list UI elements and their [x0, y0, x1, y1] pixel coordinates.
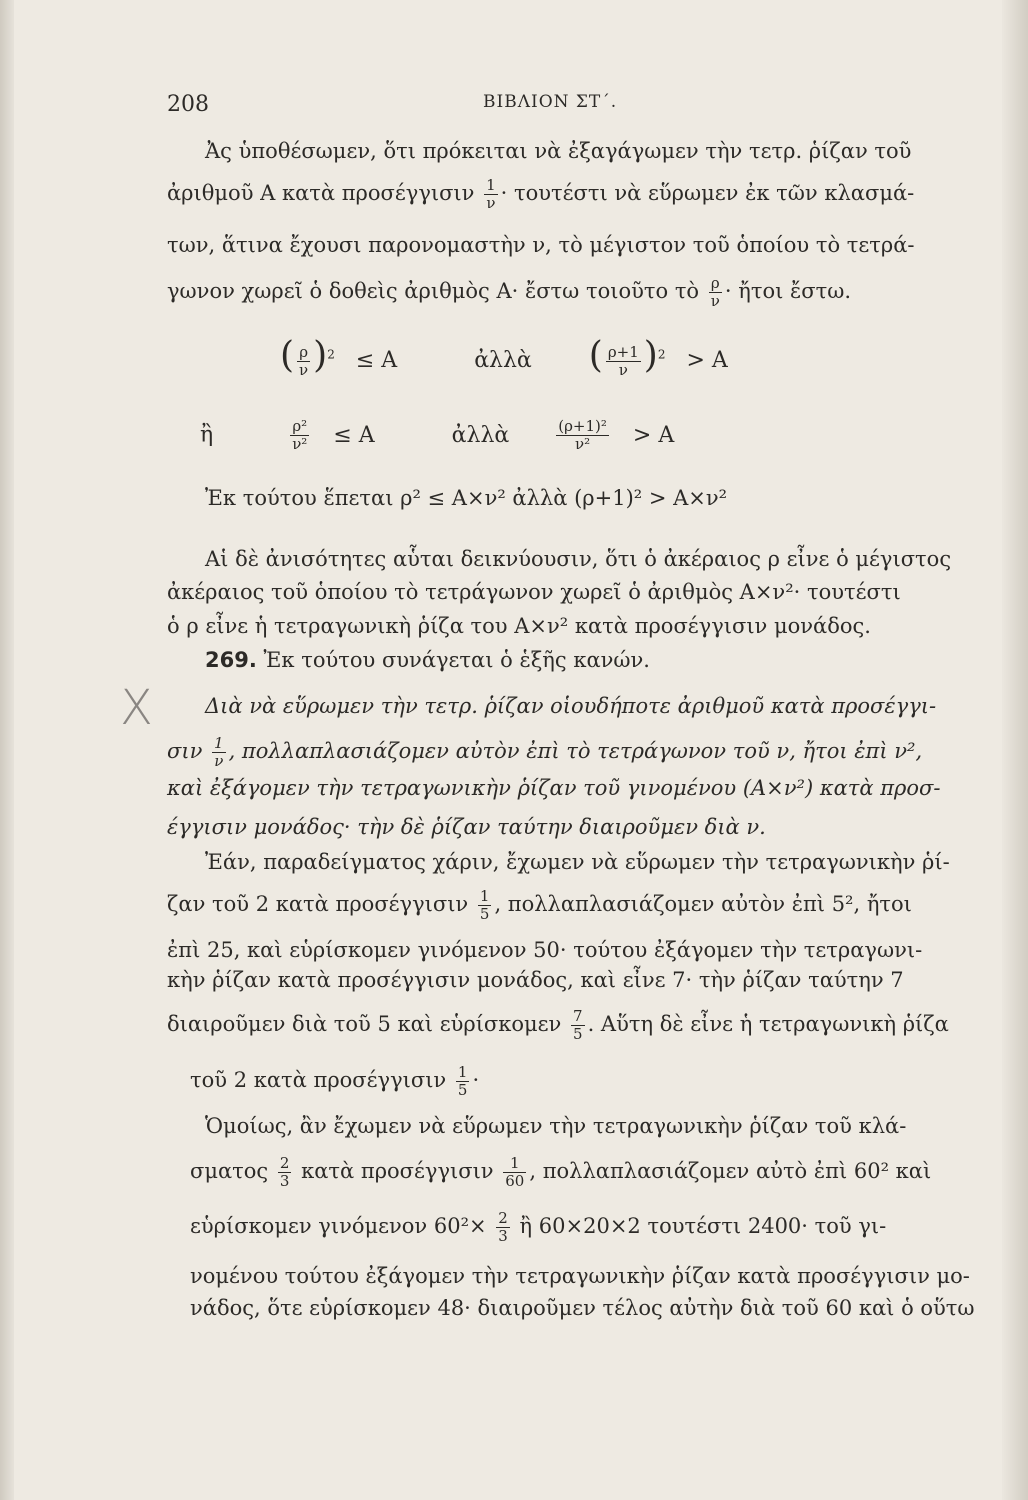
- fraction: $\frac{1}{5}$: [457, 1063, 468, 1099]
- fraction: $\frac{1}{5}$: [479, 887, 490, 923]
- fraction: $\frac{2}{3}$: [279, 1154, 290, 1190]
- fraction: $\frac{\rho}{\nu}$: [710, 274, 720, 310]
- text-line: τοῦ 2 κατὰ προσέγγισιν $\frac{1}{5}$ ·: [190, 1063, 480, 1099]
- fraction: $\frac{1}{\nu}$: [214, 734, 224, 770]
- margin-mark: X: [120, 680, 153, 736]
- text-line: εὑρίσκομεν γινόμενον 60²× $\frac{2}{3}$ ἢ 60×20×2 τουτέστι 2400· τοῦ γι-: [190, 1209, 887, 1245]
- text-line: Αἱ δὲ ἀνισότητες αὗται δεικνύουσιν, ὅτι ὁ ἀκέραιος ρ εἶνε ὁ μέγιστος: [205, 547, 952, 571]
- running-title: ΒΙΒΛΙΟΝ ΣΤ΄.: [483, 92, 618, 112]
- text-line: Ἐάν, παραδείγματος χάριν, ἔχωμεν νὰ εὕρωμεν τὴν τετραγωνικὴν ῥί-: [205, 850, 950, 874]
- rule-line: έγγισιν μονάδος· τὴν δὲ ῥίζαν ταύτην διαιροῦμεν διὰ ν.: [167, 815, 766, 839]
- section-heading: 269. Ἐκ τούτου συνάγεται ὁ ἑξῆς κανών.: [205, 648, 650, 672]
- text-line: σματος $\frac{2}{3}$ κατὰ προσέγγισιν $\frac{1}{60}$ , πολλαπλασιάζομεν αὐτὸ ἐπὶ 60² καὶ: [190, 1154, 932, 1190]
- text-line: ἀκέραιος τοῦ ὁποίου τὸ τετράγωνον χωρεῖ ὁ ἀριθμὸς Α×ν²· τουτέστι: [167, 580, 901, 604]
- page-edge-left: [0, 0, 14, 1500]
- fraction: $\frac{7}{5}$: [573, 1007, 583, 1043]
- text-line: Ὁμοίως, ἂν ἔχωμεν νὰ εὕρωμεν τὴν τετραγωνικὴν ῥίζαν τοῦ κλά-: [205, 1114, 907, 1138]
- text-line: ὁ ρ εἶνε ἡ τετραγωνικὴ ῥίζα του Α×ν² κατὰ προσέγγισιν μονάδος.: [167, 614, 871, 638]
- equation-3: Ἐκ τούτου ἕπεται ρ² ≤ Α×ν² ἀλλὰ (ρ+1)² > Α×ν²: [205, 486, 728, 510]
- rule-line: Διὰ νὰ εὕρωμεν τὴν τετρ. ῥίζαν οἱουδήποτε ἀριθμοῦ κατὰ προσέγγι-: [205, 694, 937, 718]
- text-line: γωνον χωρεῖ ὁ δοθεὶς ἀριθμὸς Α· ἔστω τοιοῦτο τὸ $\frac{\rho}{\nu}$ · ἤτοι ἔστω.: [167, 274, 852, 310]
- equation-1: ( $\frac{\rho}{\nu}$ )$^2$ ≤ Α ἀλλὰ ( $\frac{\rho+1}{\nu}$ )$^2$ > Α: [280, 335, 728, 379]
- text-line: κὴν ῥίζαν κατὰ προσέγγισιν μονάδος, καὶ εἶνε 7· τὴν ῥίζαν ταύτην 7: [167, 968, 904, 992]
- rule-line: καὶ ἐξάγομεν τὴν τετραγωνικὴν ῥίζαν τοῦ γινομένου (Α×ν²) κατὰ προσ-: [167, 776, 941, 800]
- text-line: νομένου τούτου ἐξάγομεν τὴν τετραγωνικὴν ῥίζαν κατὰ προσέγγισιν μο-: [190, 1264, 970, 1288]
- text-line: των, ἅτινα ἔχουσι παρονομαστὴν ν, τὸ μέγιστον τοῦ ὁποίου τὸ τετρά-: [167, 233, 915, 257]
- text-line: ἀριθμοῦ Α κατὰ προσέγγισιν $\frac{1}{\nu}$ · τουτέστι νὰ εὕρωμεν ἐκ τῶν κλασμά-: [167, 176, 915, 212]
- rule-line: σιν $\frac{1}{\nu}$ , πολλαπλασιάζομεν αὐτὸν ἐπὶ τὸ τετράγωνον τοῦ ν, ἤτοι ἐπὶ ν²,: [167, 734, 923, 770]
- text-line: διαιροῦμεν διὰ τοῦ 5 καὶ εὑρίσκομεν $\frac{7}{5}$ . Αὕτη δὲ εἶνε ἡ τετραγωνικὴ ῥίζα: [167, 1007, 949, 1043]
- text-line: Ἀς ὑποθέσωμεν, ὅτι πρόκειται νὰ ἐξαγάγωμεν τὴν τετρ. ῥίζαν τοῦ: [205, 139, 912, 163]
- fraction: $\frac{1}{60}$: [505, 1154, 525, 1190]
- fraction: $\frac{1}{\nu}$: [486, 176, 496, 212]
- text-line: ἐπὶ 25, καὶ εὑρίσκομεν γινόμενον 50· τούτου ἐξάγομεν τὴν τετραγωνι-: [167, 938, 923, 962]
- page-number: 208: [167, 92, 209, 117]
- text-line: νάδος, ὅτε εὑρίσκομεν 48· διαιροῦμεν τέλος αὐτὴν διὰ τοῦ 60 καὶ ὁ οὕτω: [190, 1296, 975, 1320]
- text-line: ζαν τοῦ 2 κατὰ προσέγγισιν $\frac{1}{5}$ , πολλαπλασιάζομεν αὐτὸν ἐπὶ 5², ἤτοι: [167, 887, 912, 923]
- page-edge-right: [1002, 0, 1028, 1500]
- fraction: $\frac{2}{3}$: [498, 1209, 508, 1245]
- equation-2: ἢ $\frac{\text{ρ²}}{\text{ν²}}$ ≤ Α ἀλλὰ $\frac{\text{(ρ+1)²}}{\text{ν²}}$ > Α: [200, 417, 675, 453]
